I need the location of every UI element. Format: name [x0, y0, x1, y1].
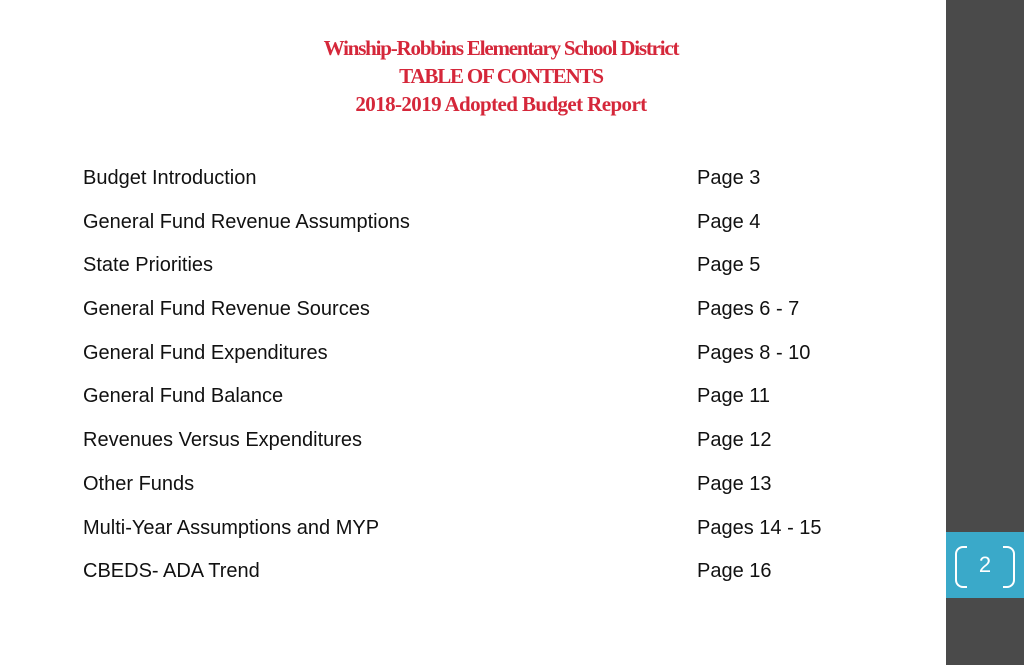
toc-row [83, 506, 883, 550]
toc-page: Pages 8 - 10 [697, 341, 811, 364]
toc-row [83, 331, 883, 375]
toc-page: Page 3 [697, 167, 761, 189]
district-title: Winship-Robbins Elementary School District [323, 36, 679, 60]
toc-row [83, 418, 883, 462]
report-title: 2018-2019 Adopted Budget Report [355, 92, 647, 116]
toc-row [83, 243, 883, 287]
slide-number-badge [946, 532, 1024, 598]
toc-row [83, 374, 883, 418]
toc-page: Page 11 [697, 385, 771, 408]
toc-heading: TABLE OF CONTENTS [399, 64, 603, 88]
toc-row [83, 156, 883, 200]
toc-row [83, 287, 883, 331]
toc-label: General Fund Balance [83, 385, 284, 408]
toc-page: Page 13 [697, 472, 772, 495]
toc-label: Multi-Year Assumptions and MYP [83, 516, 380, 539]
toc-label: State Priorities [83, 254, 214, 277]
slide-number: 2 [978, 552, 992, 577]
toc-page: Page 16 [697, 560, 772, 583]
toc-label: Other Funds [83, 472, 195, 495]
table-of-contents [83, 156, 883, 593]
toc-label: Budget Introduction [83, 167, 257, 189]
toc-row [83, 200, 883, 244]
toc-label: General Fund Revenue Sources [83, 298, 370, 321]
toc-label: General Fund Expenditures [83, 341, 328, 364]
toc-row [83, 549, 883, 593]
toc-label: Revenues Versus Expenditures [83, 429, 363, 452]
toc-page: Page 5 [697, 254, 761, 277]
toc-page: Page 4 [697, 210, 761, 233]
toc-page: Pages 14 - 15 [697, 516, 822, 539]
toc-label: General Fund Revenue Assumptions [83, 210, 410, 233]
toc-label: CBEDS- ADA Trend [83, 560, 260, 583]
toc-row [83, 462, 883, 506]
toc-page: Pages 6 - 7 [697, 298, 800, 321]
toc-page: Page 12 [697, 429, 772, 452]
title-block [0, 34, 1002, 118]
